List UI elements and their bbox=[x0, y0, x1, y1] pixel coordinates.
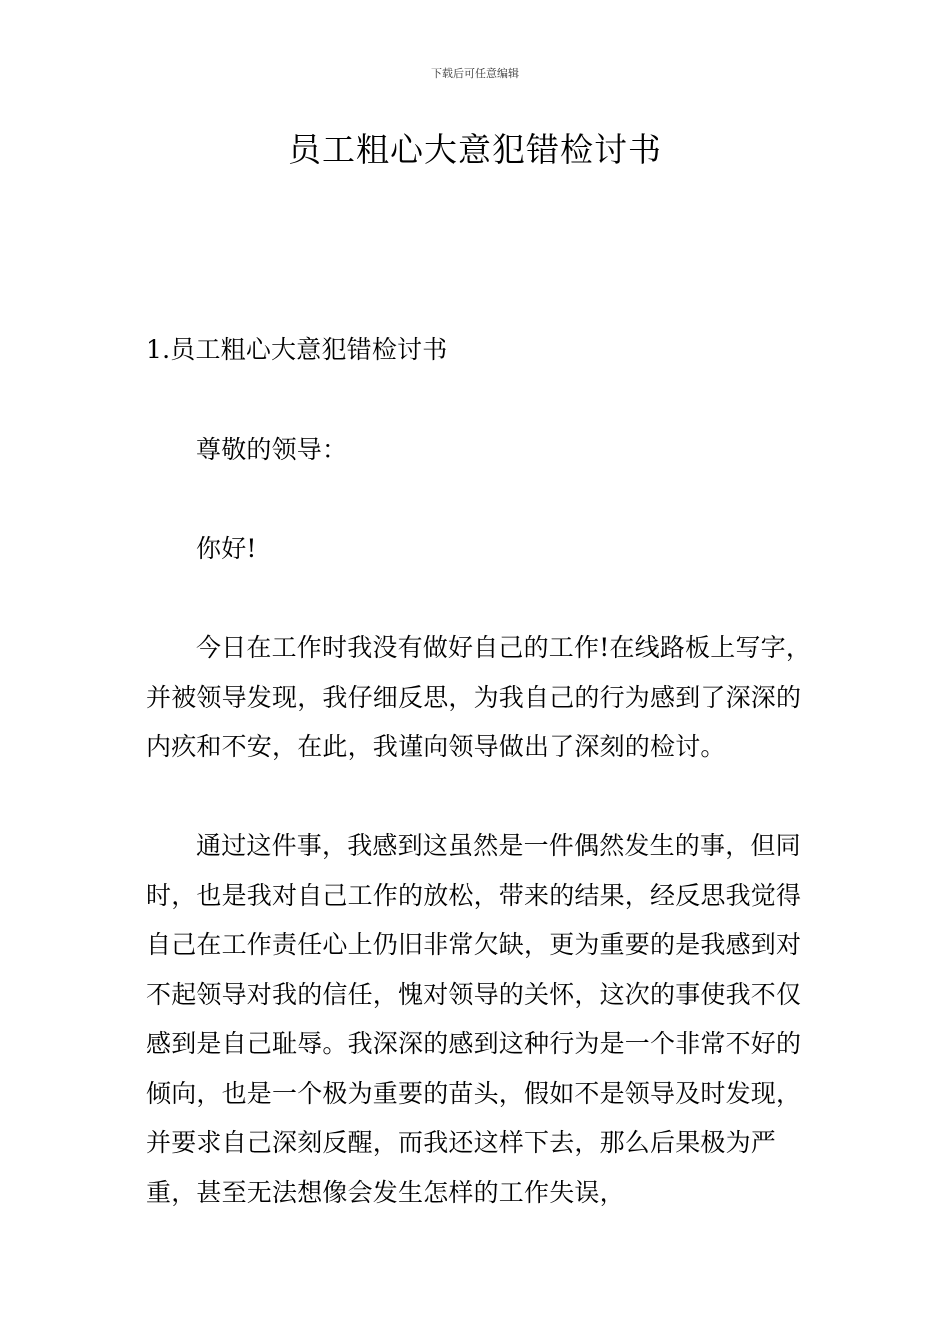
body-paragraph: 今日在工作时我没有做好自己的工作!在线路板上写字，并被领导发现，我仔细反思，为我自己的行为感到了深深的内疚和不安，在此，我谨向领导做出了深刻的检讨。 bbox=[146, 633, 812, 761]
section-heading: 1.员工粗心大意犯错检讨书 bbox=[146, 335, 448, 364]
hello-line: 你好! bbox=[196, 534, 257, 563]
greeting-line: 尊敬的领导： bbox=[196, 435, 348, 464]
body-paragraph: 通过这件事，我感到这虽然是一件偶然发生的事，但同时，也是我对自己工作的放松，带来的结果，经反思我觉得自己在工作责任心上仍旧非常欠缺，更为重要的是我感到对不起领导对我的信任，愧对领导的关怀，这次的事使我不仅感到是自己耻辱。我深深的感到这种行为是一个非常不好的倾向，也是一个极为重要的苗头，假如不是领导及时发现，并要求自己深刻反醒，而我还这样下去，那么后果极为严重，甚至无法想像会发生怎样的工作失误， bbox=[146, 831, 802, 1207]
document-title: 员工粗心大意犯错检讨书 bbox=[288, 130, 662, 169]
header-note: 下载后可任意编辑 bbox=[431, 67, 519, 80]
